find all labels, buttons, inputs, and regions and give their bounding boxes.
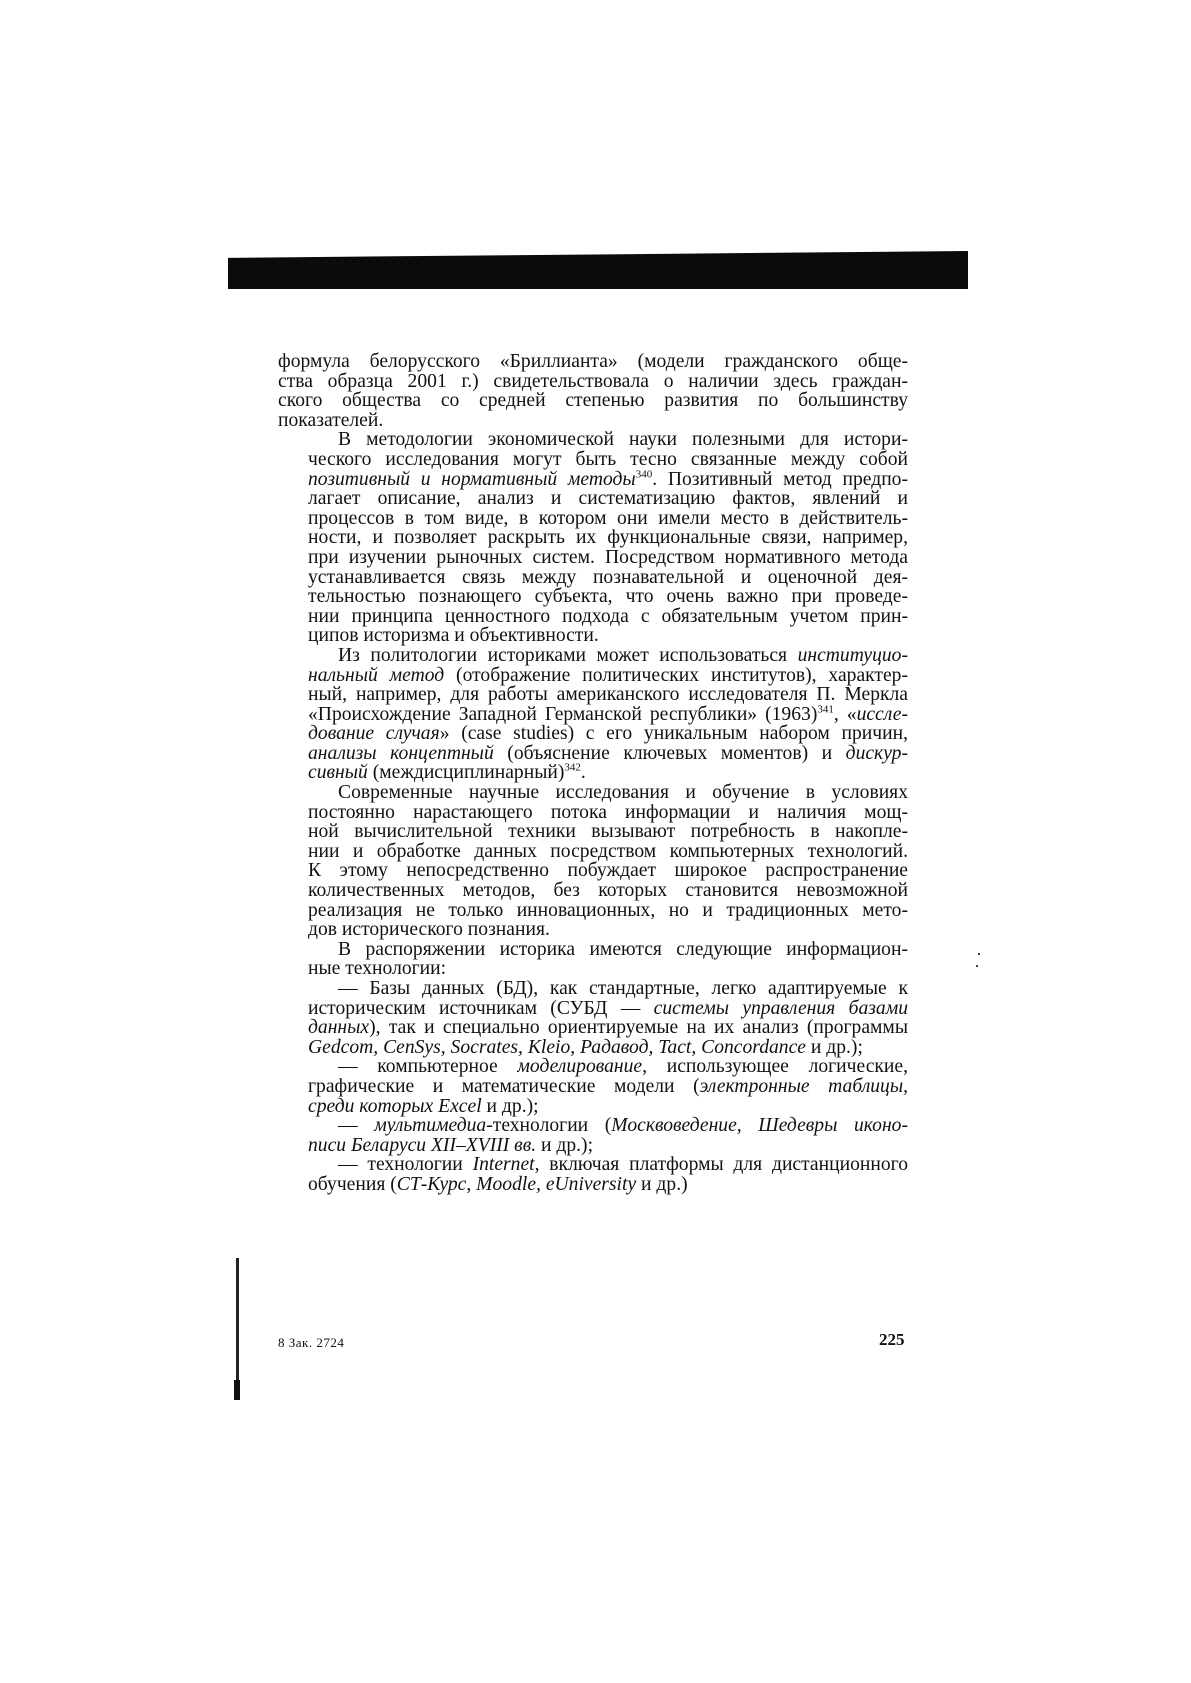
text-line bbox=[278, 1057, 908, 1077]
text-line bbox=[278, 1116, 908, 1136]
paragraph bbox=[278, 646, 908, 783]
scan-edge-mark bbox=[236, 1258, 239, 1398]
text-run: . bbox=[580, 762, 586, 784]
text-line: ные технологии: bbox=[308, 958, 447, 980]
text-line: К этому непосредственно побуждает широкое распространение bbox=[308, 860, 908, 882]
text-line: ческого исследования могут быть тесно связанные между собой bbox=[308, 448, 908, 470]
text-run: обучения ( bbox=[308, 1173, 397, 1195]
text-run: Из политологии историками может использоваться bbox=[338, 644, 798, 666]
text-line: нии принципа ценностного подхода с обязательным учетом прин- bbox=[308, 605, 908, 627]
italic-term: иссле- bbox=[856, 703, 909, 725]
text-line bbox=[278, 1097, 908, 1117]
italic-term: моделирование bbox=[517, 1056, 643, 1078]
text-line: устанавливается связь между познавательной и оценочной дея- bbox=[308, 566, 908, 588]
text-run: — технологии bbox=[338, 1154, 473, 1176]
text-line bbox=[278, 470, 908, 490]
italic-term: анализы концептный bbox=[308, 742, 494, 764]
text-line: тельностью познающего субъекта, что очень важно при проведе- bbox=[308, 586, 908, 608]
italic-term: среди которых Excel bbox=[308, 1095, 482, 1117]
text-run: ), так и специально ориентируемые на их анализ (программы bbox=[369, 1017, 908, 1039]
text-run: историческим источникам (СУБД — bbox=[308, 997, 654, 1019]
text-run: — bbox=[338, 1115, 375, 1137]
text-line: процессов в том виде, в котором они имели место в действитель- bbox=[308, 507, 908, 529]
paragraph bbox=[278, 940, 908, 979]
text-line bbox=[278, 666, 908, 686]
text-run: (междисциплинарный) bbox=[367, 762, 565, 784]
text-run: -технологии ( bbox=[486, 1115, 612, 1137]
text-line: постоянно нарастающего потока информации и наличия мощ- bbox=[308, 801, 908, 823]
text-line: показателей. bbox=[278, 409, 384, 431]
text-run: и др.); bbox=[481, 1095, 539, 1117]
italic-term: позитивный и нормативный методы bbox=[308, 468, 636, 490]
text-line: ной вычислительной техники вызывают потребность в накопле- bbox=[308, 821, 908, 843]
italic-term: дискур- bbox=[845, 742, 908, 764]
text-line bbox=[278, 1136, 908, 1156]
text-line: дов исторического познания. bbox=[308, 919, 550, 941]
paragraph bbox=[278, 1116, 908, 1155]
italic-term: мультимедиа bbox=[374, 1115, 487, 1137]
text-run: , включая платформы для дистанционного bbox=[534, 1154, 908, 1176]
text-line: ный, например, для работы американского исследователя П. Меркла bbox=[308, 684, 908, 706]
paragraph bbox=[278, 979, 908, 1057]
text-line: формула белорусского «Бриллианта» (модели гражданского обще- bbox=[278, 351, 908, 372]
italic-term: нальный метод bbox=[308, 664, 445, 686]
text-run: и др.) bbox=[636, 1173, 688, 1195]
scan-speck bbox=[978, 953, 980, 955]
text-line bbox=[278, 1155, 908, 1175]
text-run: , « bbox=[833, 703, 857, 725]
text-run: «Происхождение Западной Германской республики» (1963) bbox=[308, 703, 818, 725]
text-run: (отображение политических институтов), характер- bbox=[444, 664, 908, 686]
italic-term: Москвоведение, Шедевры иконо- bbox=[611, 1115, 908, 1137]
text-run: и др.); bbox=[536, 1134, 594, 1156]
text-line: ства образца 2001 г.) свидетельствовала о наличии здесь граждан- bbox=[278, 370, 908, 392]
text-line bbox=[278, 646, 908, 666]
italic-term: Internet bbox=[472, 1154, 535, 1176]
paragraph bbox=[278, 783, 908, 940]
text-run: , использующее логические, bbox=[642, 1056, 908, 1078]
text-run: » (case studies) с его уникальным набором причин, bbox=[439, 723, 908, 745]
text-line bbox=[278, 999, 908, 1019]
text-run: — компьютерное bbox=[338, 1056, 518, 1078]
footnote-ref: 340 bbox=[635, 468, 653, 481]
text-line bbox=[278, 763, 908, 783]
italic-term: электронные таблицы, bbox=[699, 1075, 908, 1097]
text-run: (объяснение ключевых моментов) и bbox=[493, 742, 846, 764]
italic-term: данных bbox=[308, 1017, 370, 1039]
footnote-ref: 342 bbox=[564, 761, 581, 774]
text-line: Современные научные исследования и обучение в условиях bbox=[338, 782, 908, 804]
text-line: при изучении рыночных систем. Посредством нормативного метода bbox=[308, 546, 908, 568]
scan-edge-mark-tail bbox=[234, 1380, 240, 1400]
top-black-bar bbox=[228, 251, 968, 289]
text-line: реализация не только инновационных, но и традиционных мето- bbox=[308, 899, 908, 921]
italic-term: сивный bbox=[308, 762, 368, 784]
main-text-column bbox=[278, 352, 908, 1195]
italic-term: писи Беларуси XII–XVIII вв. bbox=[308, 1134, 537, 1156]
paragraph bbox=[278, 430, 908, 646]
text-line bbox=[278, 705, 908, 725]
text-line bbox=[278, 1077, 908, 1097]
paragraph bbox=[278, 1057, 908, 1116]
text-line: лагает описание, анализ и систематизацию фактов, явлений и bbox=[308, 488, 908, 510]
italic-term: дование случая bbox=[308, 723, 440, 745]
text-line bbox=[278, 1175, 908, 1195]
text-line: ского общества со средней степенью развития по большинству bbox=[278, 390, 908, 412]
text-line: ципов историзма и объективности. bbox=[308, 625, 599, 647]
text-line: нии и обработке данных посредством компьютерных технологий. bbox=[308, 840, 908, 862]
text-line bbox=[278, 1018, 908, 1038]
italic-term: институцио- bbox=[797, 644, 908, 666]
text-line: В распоряжении историка имеются следующие информацион- bbox=[338, 938, 908, 960]
italic-term: системы управления базами bbox=[653, 997, 908, 1019]
text-line bbox=[278, 724, 908, 744]
text-line: ности, и позволяет раскрыть их функциональные связи, например, bbox=[308, 527, 908, 549]
footer-print-order: 8 Зак. 2724 bbox=[278, 1335, 345, 1350]
text-line: В методологии экономической науки полезными для истори- bbox=[338, 429, 908, 451]
scan-speck bbox=[976, 965, 978, 967]
text-line bbox=[278, 1038, 908, 1058]
paragraph bbox=[278, 1155, 908, 1194]
page-number: 225 bbox=[879, 1330, 905, 1349]
italic-term: СТ-Курс, Moodle, eUniversity bbox=[396, 1173, 637, 1195]
paragraph bbox=[278, 352, 908, 430]
text-run: графические и математические модели ( bbox=[308, 1075, 700, 1097]
text-run: . Позитивный метод предпо- bbox=[652, 468, 908, 490]
text-run: и др.); bbox=[805, 1036, 863, 1058]
text-line: — Базы данных (БД), как стандартные, легко адаптируемые к bbox=[338, 978, 908, 999]
footnote-ref: 341 bbox=[817, 703, 834, 716]
italic-term: Gedcom, CenSys, Socrates, Kleio, Радавод, Tact, Concordance bbox=[308, 1036, 806, 1058]
text-line: количественных методов, без которых становится невозможной bbox=[308, 880, 908, 902]
text-line bbox=[278, 744, 908, 764]
